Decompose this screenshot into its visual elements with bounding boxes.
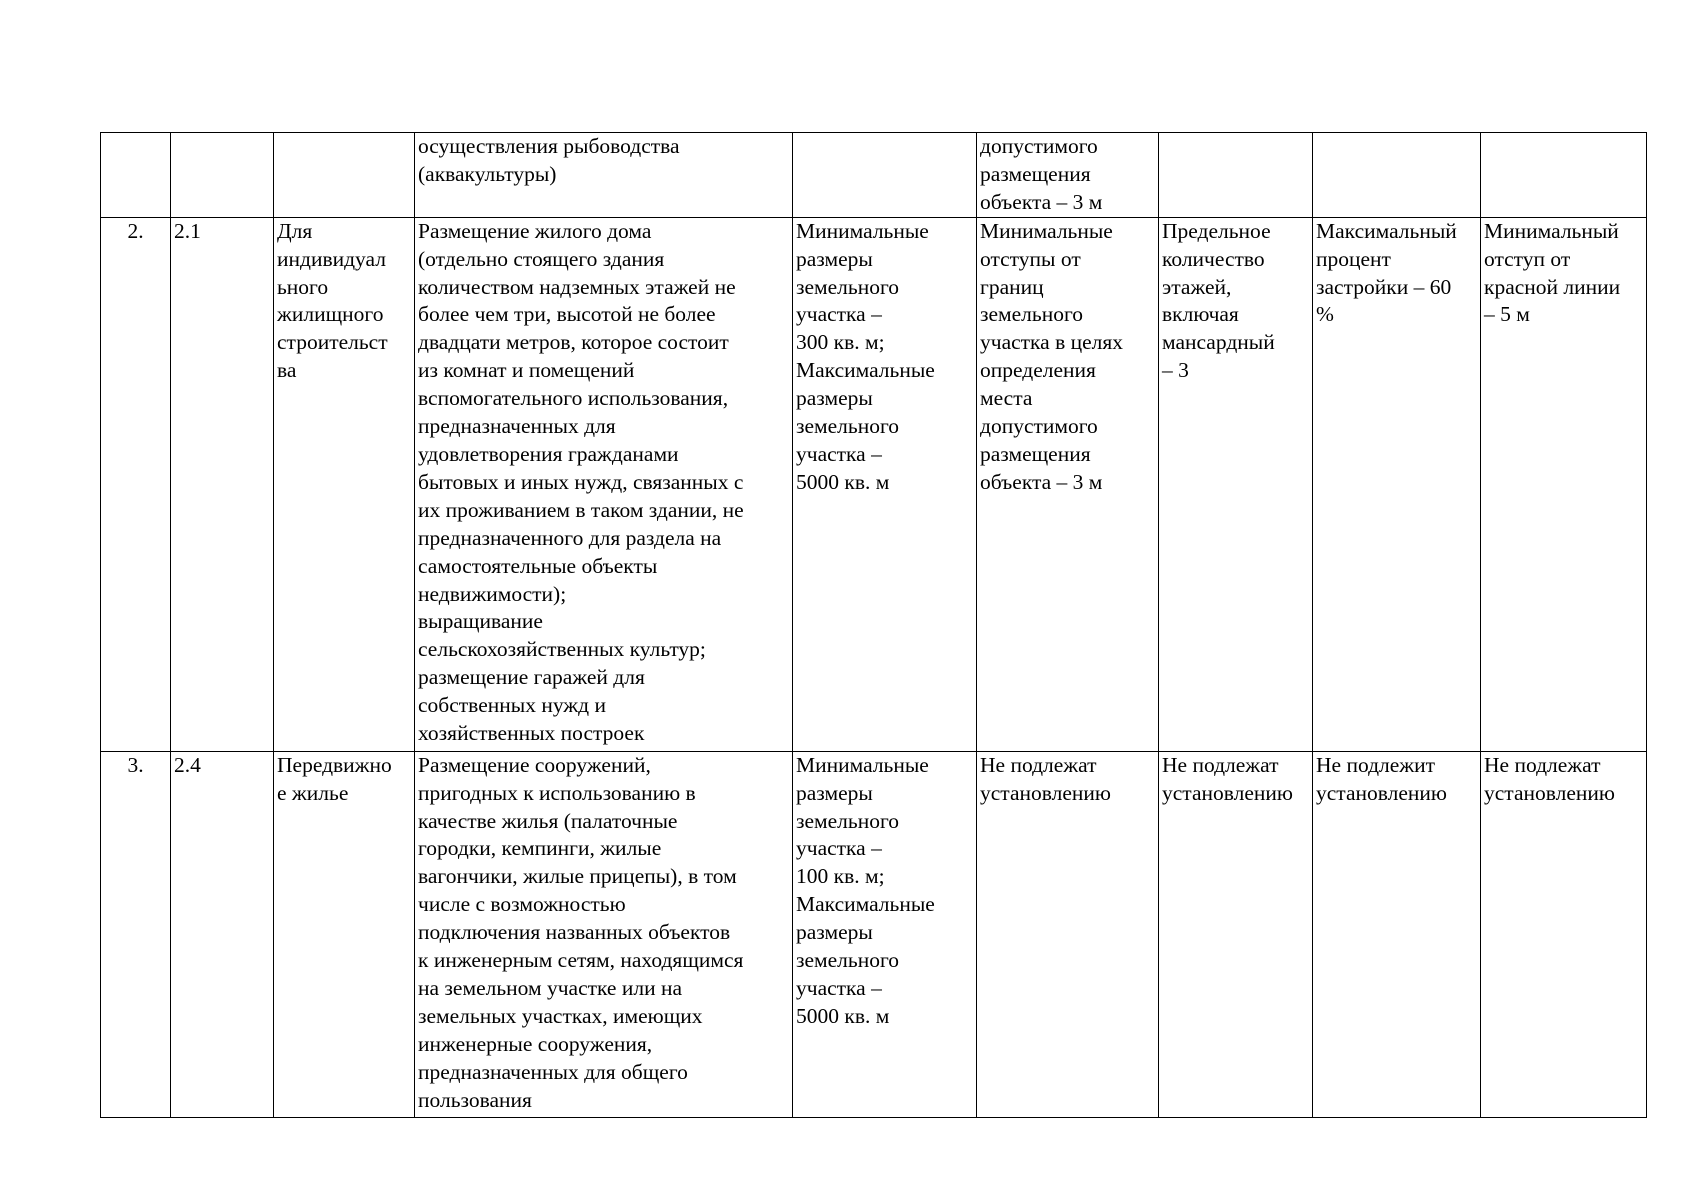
land-use-regulations-table <box>100 132 1647 1118</box>
plot-size-cell: Минимальные размеры земельного участка – 300 кв. м; Максимальные размеры земельного участка – 5000 кв. м <box>793 217 977 751</box>
table-row <box>101 133 1647 218</box>
floors-cell <box>1159 133 1313 218</box>
red-line-cell <box>1481 133 1647 218</box>
use-description-cell: осуществления рыбоводства (аквакультуры) <box>415 133 793 218</box>
plot-size-cell <box>793 133 977 218</box>
use-name-cell: Для индивидуал ьного жилищного строительст ва <box>274 217 415 751</box>
coverage-cell: Не подлежит установлению <box>1313 751 1481 1117</box>
row-number-cell <box>101 133 171 218</box>
red-line-cell: Не подлежат установлению <box>1481 751 1647 1117</box>
row-number-cell: 3. <box>101 751 171 1117</box>
use-description-cell: Размещение сооружений, пригодных к использованию в качестве жилья (палаточные городки, кемпинги, жилые вагончики, жилые прицепы), в том числе с возможностью подключения названных объектов к инженерным сетям, находящимся на земельном участке или на земельных участках, имеющих инженерные сооружения, предназначенных для общего пользования <box>415 751 793 1117</box>
floors-cell: Не подлежат установлению <box>1159 751 1313 1117</box>
setbacks-cell: Не подлежат установлению <box>977 751 1159 1117</box>
use-code-cell: 2.1 <box>171 217 274 751</box>
use-description-cell: Размещение жилого дома (отдельно стоящего здания количеством надземных этажей не более чем три, высотой не более двадцати метров, которое состоит из комнат и помещений вспомогательного использования, предназначенных для удовлетворения гражданами бытовых и иных нужд, связанных с их проживанием в таком здании, не предназначенного для раздела на самостоятельные объекты недвижимости); выращивание сельскохозяйственных культур; размещение гаражей для собственных нужд и хозяйственных построек <box>415 217 793 751</box>
coverage-cell: Максимальный процент застройки – 60 % <box>1313 217 1481 751</box>
table-row <box>101 217 1647 751</box>
use-code-cell: 2.4 <box>171 751 274 1117</box>
setbacks-cell: допустимого размещения объекта – 3 м <box>977 133 1159 218</box>
row-number-cell: 2. <box>101 217 171 751</box>
plot-size-cell: Минимальные размеры земельного участка – 100 кв. м; Максимальные размеры земельного участка – 5000 кв. м <box>793 751 977 1117</box>
red-line-cell: Минимальный отступ от красной линии – 5 м <box>1481 217 1647 751</box>
use-name-cell <box>274 133 415 218</box>
use-code-cell <box>171 133 274 218</box>
coverage-cell <box>1313 133 1481 218</box>
table-row <box>101 751 1647 1117</box>
floors-cell: Предельное количество этажей, включая мансардный – 3 <box>1159 217 1313 751</box>
setbacks-cell: Минимальные отступы от границ земельного участка в целях определения места допустимого размещения объекта – 3 м <box>977 217 1159 751</box>
use-name-cell: Передвижно е жилье <box>274 751 415 1117</box>
